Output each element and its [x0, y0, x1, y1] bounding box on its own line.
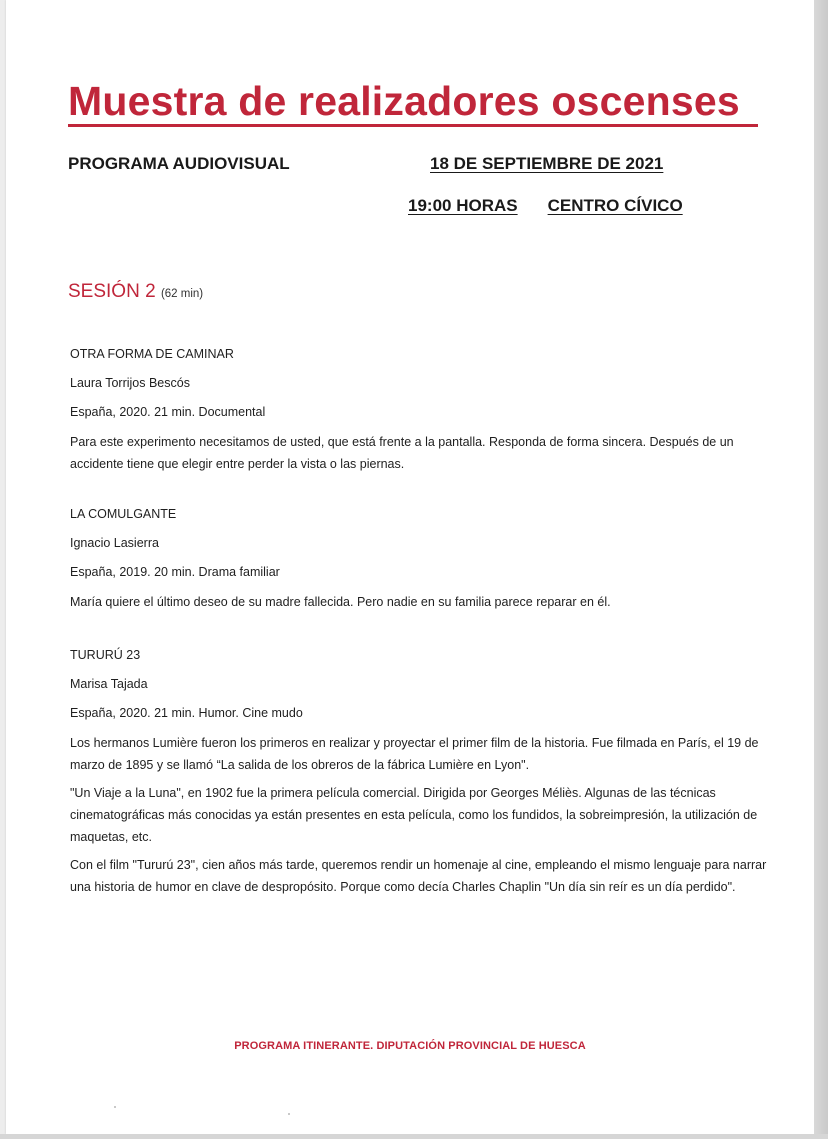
- film-title: LA COMULGANTE: [70, 507, 177, 521]
- page-bottom-edge: [0, 1134, 828, 1139]
- film-info: España, 2019. 20 min. Drama familiar: [70, 565, 280, 579]
- document-footer: PROGRAMA ITINERANTE. DIPUTACIÓN PROVINCIAL DE HUESCA: [234, 1040, 586, 1052]
- session-duration: (62 min): [160, 288, 204, 300]
- film-entry: [70, 645, 770, 904]
- event-time: 19:00 HORAS: [408, 196, 518, 215]
- film-description: Con el film "Tururú 23", cien años más tarde, queremos rendir un homenaje al cine, empleando el mismo lenguaje para narrar una historia de humor en clave de despropósito. Porque como decía Charles Chaplin "Un día sin reír es un día perdido".: [70, 858, 767, 894]
- film-title: OTRA FORMA DE CAMINAR: [70, 347, 234, 361]
- event-time-venue: [408, 196, 683, 216]
- session-heading: [68, 281, 203, 303]
- page-edge-shadow: [814, 0, 828, 1139]
- program-label: PROGRAMA AUDIOVISUAL: [68, 154, 290, 173]
- document-page: [6, 0, 814, 1134]
- event-date: 18 DE SEPTIEMBRE DE 2021: [430, 154, 664, 173]
- film-entry: [70, 504, 770, 619]
- session-label: SESIÓN 2: [68, 281, 156, 302]
- event-venue: CENTRO CÍVICO: [547, 196, 683, 215]
- scan-speck: [288, 1113, 290, 1115]
- document-title: Muestra de realizadores oscenses: [68, 78, 740, 124]
- film-info: España, 2020. 21 min. Humor. Cine mudo: [70, 706, 303, 720]
- film-description: María quiere el último deseo de su madre fallecida. Pero nadie en su familia parece reparar en él.: [70, 595, 611, 609]
- film-title: TURURÚ 23: [70, 648, 141, 662]
- film-director: Ignacio Lasierra: [70, 536, 159, 550]
- film-description: Los hermanos Lumière fueron los primeros en realizar y proyectar el primer film de la historia. Fue filmada en París, el 19 de marzo de 1895 y se llamó “La salida de los obreros de la fábrica Lumière en Lyon".: [70, 736, 759, 772]
- film-director: Marisa Tajada: [70, 677, 148, 691]
- film-director: Laura Torrijos Bescós: [70, 376, 190, 390]
- title-underline: [68, 124, 758, 127]
- film-info: España, 2020. 21 min. Documental: [70, 405, 266, 419]
- scan-speck: [114, 1106, 116, 1108]
- film-description: "Un Viaje a la Luna", en 1902 fue la primera película comercial. Dirigida por Georges Méliès. Algunas de las técnicas cinematográficas más conocidas ya están presentes en esta película, como los fundidos, la sobreimpresión, la utilización de maquetas, etc.: [70, 786, 758, 844]
- film-entry: [70, 344, 770, 481]
- film-description: Para este experimento necesitamos de usted, que está frente a la pantalla. Responda de forma sincera. Después de un accidente tiene que elegir entre perder la vista o las piernas.: [70, 435, 734, 471]
